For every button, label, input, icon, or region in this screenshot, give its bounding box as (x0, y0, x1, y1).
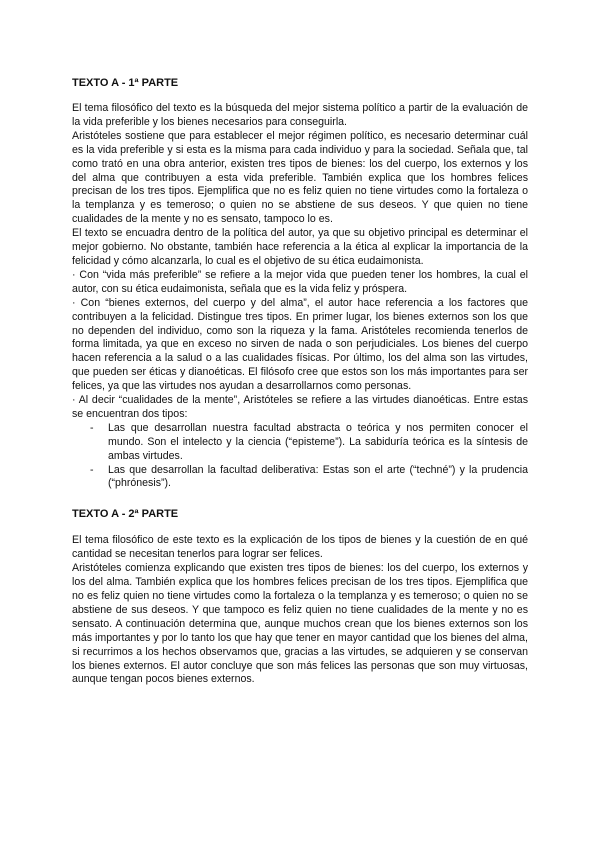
section-heading-part-1: TEXTO A - 1ª PARTE (72, 77, 179, 89)
document-page (72, 76, 528, 687)
paragraph: Aristóteles sostiene que para establecer el mejor régimen político, es necesario determinar cuál es la vida preferible y si esta es la misma para cada individuo y para la sociedad. Señala que, tal como trató en una obra anterior, existen tres tipos de bienes: los del cuerpo, los externos y los del alma que contribuyen a esta vida preferible. También explica que los hombres felices precisan de los tres tipos. Ejemplifica que no es feliz quien no tiene virtudes como la fortaleza o la templanza y es temeroso; o quien no se abstiene de sus deseos. Y que quien no tiene cualidades de la mente y no es sensato, tampoco lo es. (72, 129, 528, 226)
paragraph: El tema filosófico de este texto es la explicación de los tipos de bienes y la cuestión de en qué cantidad se necesitan tenerlos para lograr ser felices. (72, 534, 528, 561)
list-item (72, 464, 528, 492)
paragraph: · Con “vida más preferible” se refiere a la mejor vida que pueden tener los hombres, la cual el autor, con su ética eudaimonista, señala que es la vida feliz y próspera. (72, 268, 528, 295)
paragraph: · Al decir “cualidades de la mente”, Aristóteles se refiere a las virtudes dianoéticas. Entre estas se encuentran dos tipos: (72, 394, 528, 420)
list-item-text: Las que desarrollan nuestra facultad abstracta o teórica y nos permiten conocer el mundo. Son el intelecto y la ciencia (“episteme”). La sabiduría teórica es la síntesis de ambas virtudes. (108, 421, 528, 462)
list-item-text: Las que desarrollan la facultad deliberativa: Estas son el arte (“techné”) y la prudencia (“phrónesis”). (108, 463, 528, 490)
list-dash: - (90, 463, 94, 476)
virtues-list (72, 422, 528, 492)
paragraph: Aristóteles comienza explicando que existen tres tipos de bienes: los del cuerpo, los externos y los del alma. También explica que los hombres felices precisan de los tres tipos. Ejemplifica que no es feliz quien no tiene virtudes como la fortaleza o la templanza y es temeroso; o quien no se abstiene de sus deseos. Y que tampoco es feliz quien no tiene cualidades de la mente y no es sensato. A continuación determina que, aunque muchos crean que los bienes externos son los más importantes y por lo tanto los que hay que tener en mayor cantidad que los bienes del alma, si recurrimos a los hechos observamos que, gracias a las virtudes, se adquieren y se conservan los bienes externos. El autor concluye que son más felices las personas que son muy virtuosas, aunque tengan pocos bienes externos. (72, 562, 528, 686)
section-heading-part-2: TEXTO A - 2ª PARTE (72, 508, 179, 521)
list-item (72, 422, 528, 464)
paragraph: · Con “bienes externos, del cuerpo y del alma”, el autor hace referencia a los factores que contribuyen a la felicidad. Distingue tres tipos. En primer lugar, los bienes externos son los que no dependen del individuo, como son la riqueza y la fama. Aristóteles recomienda tenerlos de forma limitada, ya que en exceso no sirven de nada o son perjudiciales. Los bienes del cuerpo hacen referencia a la salud o a las cualidades físicas. Por último, los del alma son las virtudes, que pueden ser éticas y dianoéticas. El filósofo cree que estos son los más importantes para ser felices, ya que las virtudes nos ayudan a desarrollarnos como personas. (72, 296, 528, 393)
paragraph: El texto se encuadra dentro de la política del autor, ya que su objetivo principal es determinar el mejor gobierno. No obstante, también hace referencia a la ética al explicar la importancia de la felicidad y cómo alcanzarla, lo cual es el objetivo de su ética eudaimonista. (72, 227, 528, 267)
list-dash: - (90, 421, 94, 434)
paragraph: El tema filosófico del texto es la búsqueda del mejor sistema político a partir de la evaluación de la vida preferible y los bienes necesarios para conseguirla. (72, 102, 528, 128)
